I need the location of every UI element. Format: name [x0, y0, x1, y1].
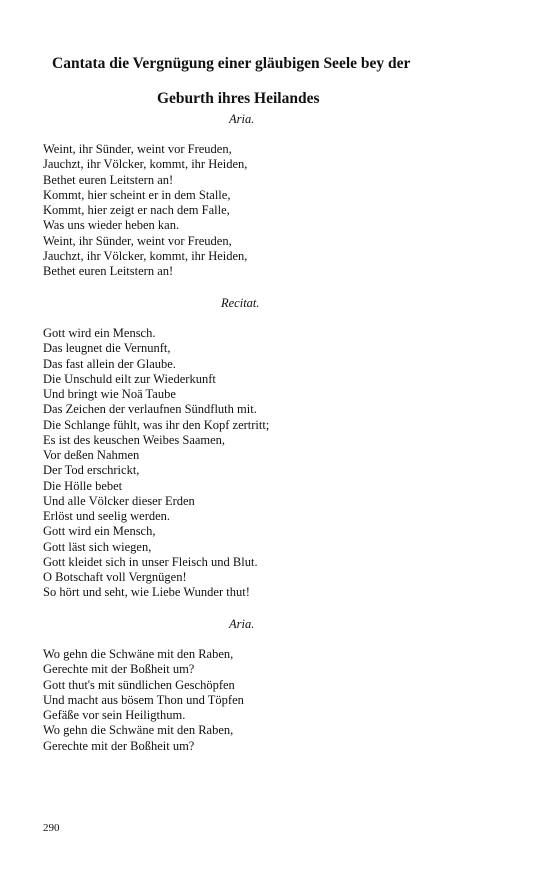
verse-line: Und macht aus bösem Thon und Töpfen	[43, 692, 244, 707]
verse-line: Gott wird ein Mensch.	[43, 326, 156, 340]
verse-line: Bethet euren Leitstern an!	[43, 264, 174, 278]
verse-line: O Botschaft voll Vergnügen!	[43, 570, 187, 584]
verse-line: Gerechte mit der Boßheit um?	[43, 662, 195, 677]
verse-line: Das fast allein der Glaube.	[43, 356, 176, 371]
verse-line: Kommt, hier zeigt er nach dem Falle,	[43, 203, 230, 217]
recitat-text-block	[43, 326, 269, 601]
cantata-title-line-1: Cantata die Vergnügung einer gläubigen Seele bey der	[52, 55, 411, 72]
verse-line: Das leugnet die Vernunft,	[43, 341, 171, 356]
verse-line: Der Tod erschrickt,	[43, 463, 140, 478]
section-heading-recitat: Recitat.	[221, 296, 260, 310]
verse-line: Gott kleidet sich in unser Fleisch und Blut.	[43, 554, 258, 569]
verse-line: Und alle Völcker dieser Erden	[43, 493, 195, 508]
verse-line: Gefäße vor sein Heiligthum.	[43, 708, 186, 722]
verse-line: Wo gehn die Schwäne mit den Raben,	[43, 647, 234, 661]
verse-line: So hört und seht, wie Liebe Wunder thut!	[43, 585, 250, 600]
verse-line: Die Unschuld eilt zur Wiederkunft	[43, 371, 216, 386]
verse-line: Die Schlange fühlt, was ihr den Kopf zertritt;	[43, 417, 270, 432]
cantata-title-line-2: Geburth ihres Heilandes	[157, 90, 320, 107]
verse-line: Erlöst und seelig werden.	[43, 509, 171, 523]
verse-line: Es ist des keuschen Weibes Saamen,	[43, 432, 226, 447]
section-heading-aria-2: Aria.	[229, 617, 255, 631]
verse-line: Das Zeichen der verlaufnen Sündfluth mit.	[43, 402, 257, 417]
verse-line: Gott thut's mit sündlichen Geschöpfen	[43, 677, 235, 692]
verse-line: Weint, ihr Sünder, weint vor Freuden,	[43, 233, 232, 248]
verse-line: Weint, ihr Sünder, weint vor Freuden,	[43, 142, 232, 156]
verse-line: Bethet euren Leitstern an!	[43, 172, 174, 187]
verse-line: Die Hölle bebet	[43, 478, 123, 493]
verse-line: Was uns wieder heben kan.	[43, 218, 180, 233]
verse-line: Gott läst sich wiegen,	[43, 539, 152, 554]
page-number: 290	[43, 822, 60, 834]
verse-line: Vor deßen Nahmen	[43, 448, 140, 462]
section-heading-aria-1: Aria.	[229, 112, 255, 126]
aria-1-text-block	[43, 142, 247, 279]
verse-line: Und bringt wie Noä Taube	[43, 387, 176, 401]
verse-line: Gott wird ein Mensch,	[43, 524, 156, 539]
aria-2-text-block	[43, 647, 244, 754]
verse-line: Jauchzt, ihr Völcker, kommt, ihr Heiden,	[43, 157, 248, 172]
verse-line: Jauchzt, ihr Völcker, kommt, ihr Heiden,	[43, 248, 248, 263]
verse-line: Wo gehn die Schwäne mit den Raben,	[43, 723, 234, 738]
verse-line: Gerechte mit der Boßheit um?	[43, 738, 195, 753]
verse-line: Kommt, hier scheint er in dem Stalle,	[43, 187, 231, 202]
